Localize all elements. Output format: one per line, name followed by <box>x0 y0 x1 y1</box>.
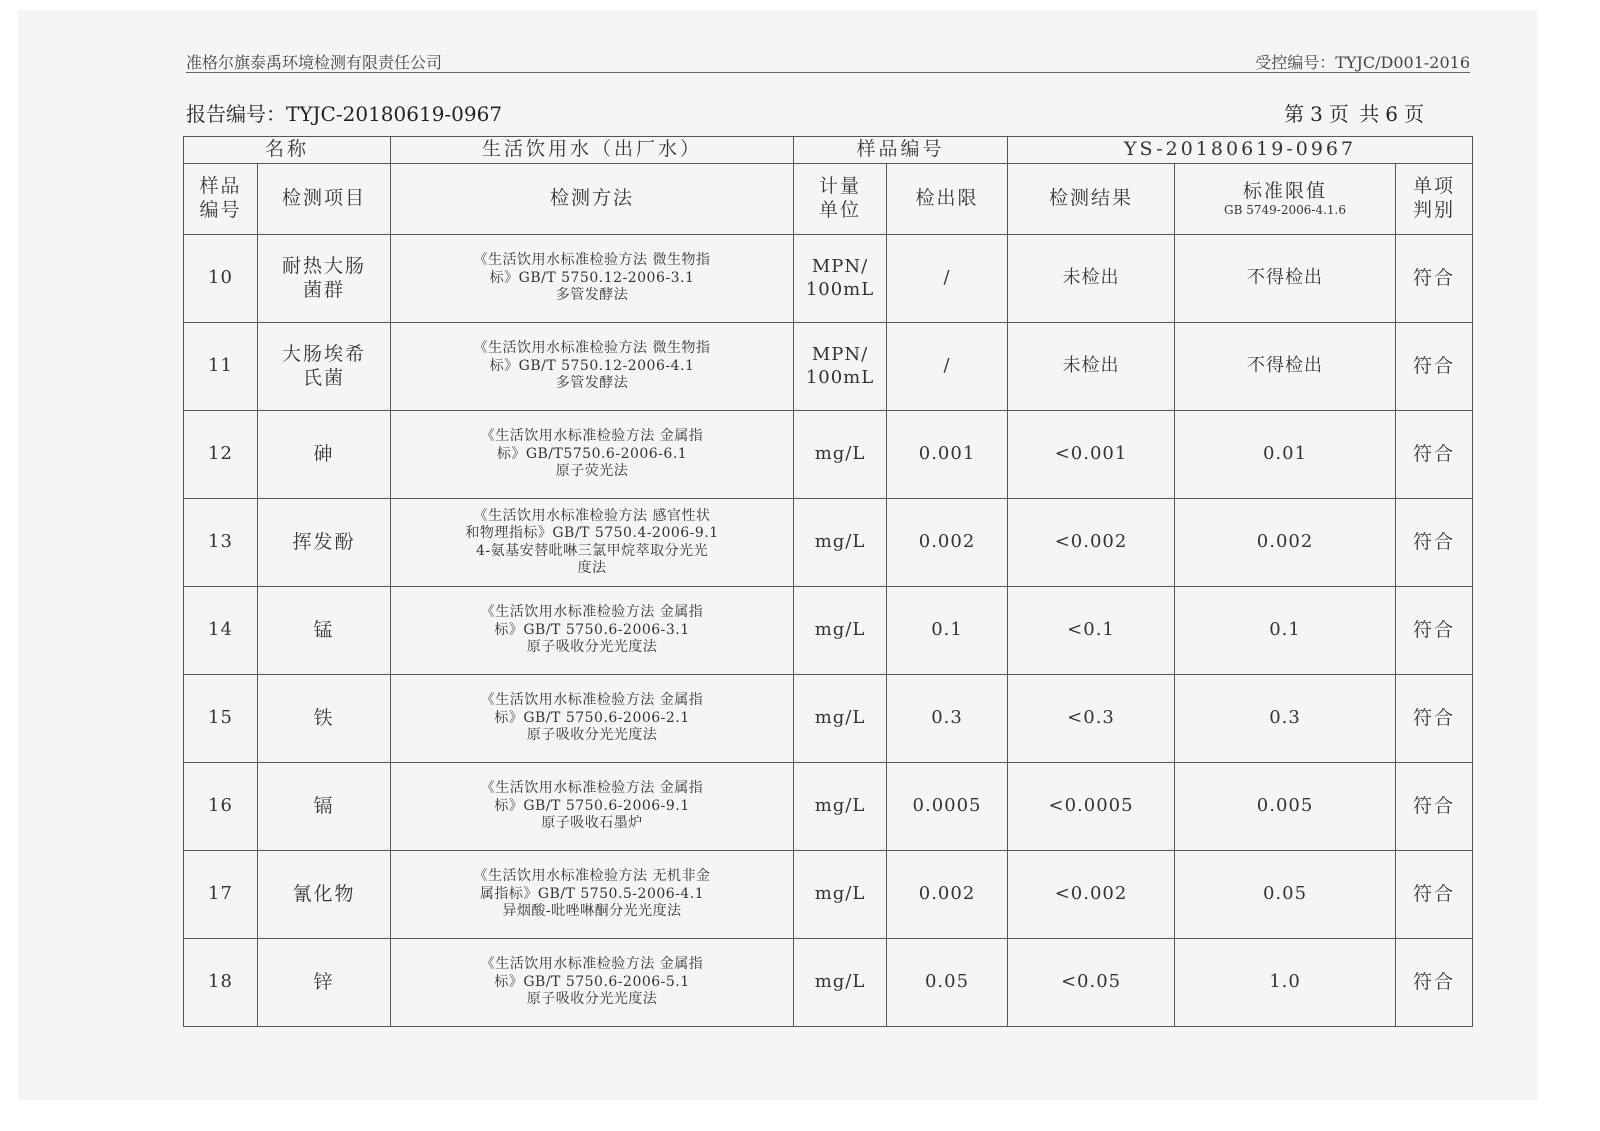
cell-result: <0.0005 <box>1008 763 1175 851</box>
cell-item: 镉 <box>258 763 391 851</box>
cell-judgement: 符合 <box>1396 675 1473 763</box>
cell-item: 锌 <box>258 939 391 1027</box>
cell-sample-no: 18 <box>184 939 258 1027</box>
cell-item: 挥发酚 <box>258 499 391 587</box>
cell-item: 铁 <box>258 675 391 763</box>
name-label: 名称 <box>184 137 391 164</box>
cell-result: <0.1 <box>1008 587 1175 675</box>
col-sample-no: 样品 编号 <box>184 164 258 235</box>
cell-method: 《生活饮用水标准检验方法 微生物指 标》GB/T 5750.12-2006-3.1 多管发酵法 <box>391 235 794 323</box>
report-number-label: 报告编号： <box>186 102 286 126</box>
cell-item: 锰 <box>258 587 391 675</box>
cell-judgement: 符合 <box>1396 763 1473 851</box>
cell-standard: 0.005 <box>1175 763 1396 851</box>
cell-standard: 0.05 <box>1175 851 1396 939</box>
cell-standard: 1.0 <box>1175 939 1396 1027</box>
cell-result: <0.002 <box>1008 499 1175 587</box>
report-number-value: TYJC-20180619-0967 <box>286 102 503 126</box>
page-mid: 页 共 <box>1328 102 1382 126</box>
report-info <box>186 98 1426 126</box>
page-total: 6 <box>1385 102 1400 126</box>
cell-standard: 不得检出 <box>1175 323 1396 411</box>
cell-standard: 不得检出 <box>1175 235 1396 323</box>
page-prefix: 第 <box>1284 102 1307 126</box>
cell-judgement: 符合 <box>1396 851 1473 939</box>
table-row <box>184 411 1473 499</box>
sample-label: 样品编号 <box>794 137 1008 164</box>
table-row <box>184 851 1473 939</box>
cell-detection-limit: / <box>887 323 1008 411</box>
table-row <box>184 499 1473 587</box>
cell-method: 《生活饮用水标准检验方法 微生物指 标》GB/T 5750.12-2006-4.1 多管发酵法 <box>391 323 794 411</box>
test-results-table <box>183 136 1473 1027</box>
table-header-row <box>184 164 1473 235</box>
cell-method: 《生活饮用水标准检验方法 金属指 标》GB/T 5750.6-2006-5.1 原子吸收分光光度法 <box>391 939 794 1027</box>
cell-detection-limit: 0.001 <box>887 411 1008 499</box>
cell-unit: mg/L <box>794 499 887 587</box>
page-suffix: 页 <box>1404 102 1426 126</box>
cell-unit: MPN/ 100mL <box>794 235 887 323</box>
cell-sample-no: 10 <box>184 235 258 323</box>
cell-result: <0.002 <box>1008 851 1175 939</box>
page-current: 3 <box>1310 102 1325 126</box>
cell-sample-no: 14 <box>184 587 258 675</box>
table-row <box>184 323 1473 411</box>
cell-standard: 0.3 <box>1175 675 1396 763</box>
cell-judgement: 符合 <box>1396 323 1473 411</box>
cell-detection-limit: 0.002 <box>887 499 1008 587</box>
page-header <box>186 50 1470 73</box>
cell-unit: mg/L <box>794 851 887 939</box>
cell-item: 氰化物 <box>258 851 391 939</box>
cell-sample-no: 16 <box>184 763 258 851</box>
cell-method: 《生活饮用水标准检验方法 金属指 标》GB/T 5750.6-2006-2.1 原子吸收分光光度法 <box>391 675 794 763</box>
cell-judgement: 符合 <box>1396 499 1473 587</box>
cell-unit: mg/L <box>794 763 887 851</box>
name-value: 生活饮用水（出厂水） <box>391 137 794 164</box>
cell-unit: mg/L <box>794 939 887 1027</box>
cell-detection-limit: / <box>887 235 1008 323</box>
cell-standard: 0.002 <box>1175 499 1396 587</box>
report-number <box>186 98 502 127</box>
col-result: 检测结果 <box>1008 164 1175 235</box>
cell-sample-no: 17 <box>184 851 258 939</box>
cell-item: 砷 <box>258 411 391 499</box>
table-row <box>184 587 1473 675</box>
cell-result: 未检出 <box>1008 323 1175 411</box>
cell-result: <0.001 <box>1008 411 1175 499</box>
cell-judgement: 符合 <box>1396 939 1473 1027</box>
cell-method: 《生活饮用水标准检验方法 感官性状 和物理指标》GB/T 5750.4-2006-9.1 4-氨基安替吡啉三氯甲烷萃取分光光 度法 <box>391 499 794 587</box>
cell-item: 耐热大肠 菌群 <box>258 235 391 323</box>
cell-method: 《生活饮用水标准检验方法 金属指 标》GB/T 5750.6-2006-9.1 原子吸收石墨炉 <box>391 763 794 851</box>
col-judgement: 单项 判别 <box>1396 164 1473 235</box>
col-item: 检测项目 <box>258 164 391 235</box>
cell-sample-no: 11 <box>184 323 258 411</box>
col-unit: 计量 单位 <box>794 164 887 235</box>
cell-result: <0.05 <box>1008 939 1175 1027</box>
cell-detection-limit: 0.3 <box>887 675 1008 763</box>
cell-judgement: 符合 <box>1396 411 1473 499</box>
cell-result: <0.3 <box>1008 675 1175 763</box>
red-stamp-mark <box>1526 420 1540 570</box>
page-indicator <box>1284 98 1426 127</box>
company-name: 准格尔旗泰禹环境检测有限责任公司 <box>186 53 443 72</box>
col-detection-limit: 检出限 <box>887 164 1008 235</box>
cell-result: 未检出 <box>1008 235 1175 323</box>
cell-detection-limit: 0.1 <box>887 587 1008 675</box>
cell-detection-limit: 0.002 <box>887 851 1008 939</box>
cell-judgement: 符合 <box>1396 235 1473 323</box>
sample-value: YS-20180619-0967 <box>1008 137 1473 164</box>
col-method: 检测方法 <box>391 164 794 235</box>
cell-unit: MPN/ 100mL <box>794 323 887 411</box>
cell-unit: mg/L <box>794 587 887 675</box>
table-row <box>184 235 1473 323</box>
col-standard: 标准限值 GB 5749-2006-4.1.6 <box>1175 164 1396 235</box>
cell-method: 《生活饮用水标准检验方法 金属指 标》GB/T 5750.6-2006-3.1 原子吸收分光光度法 <box>391 587 794 675</box>
sample-name-row <box>184 137 1473 164</box>
cell-method: 《生活饮用水标准检验方法 金属指 标》GB/T5750.6-2006-6.1 原子荧光法 <box>391 411 794 499</box>
cell-unit: mg/L <box>794 675 887 763</box>
control-number: 受控编号：TYJC/D001-2016 <box>1255 53 1470 72</box>
table-row <box>184 675 1473 763</box>
cell-detection-limit: 0.05 <box>887 939 1008 1027</box>
cell-method: 《生活饮用水标准检验方法 无机非金 属指标》GB/T 5750.5-2006-4.1 异烟酸-吡唑啉酮分光光度法 <box>391 851 794 939</box>
cell-standard: 0.1 <box>1175 587 1396 675</box>
cell-item: 大肠埃希 氏菌 <box>258 323 391 411</box>
table-row <box>184 763 1473 851</box>
cell-unit: mg/L <box>794 411 887 499</box>
cell-detection-limit: 0.0005 <box>887 763 1008 851</box>
cell-sample-no: 12 <box>184 411 258 499</box>
cell-standard: 0.01 <box>1175 411 1396 499</box>
table-row <box>184 939 1473 1027</box>
cell-sample-no: 15 <box>184 675 258 763</box>
cell-judgement: 符合 <box>1396 587 1473 675</box>
cell-sample-no: 13 <box>184 499 258 587</box>
